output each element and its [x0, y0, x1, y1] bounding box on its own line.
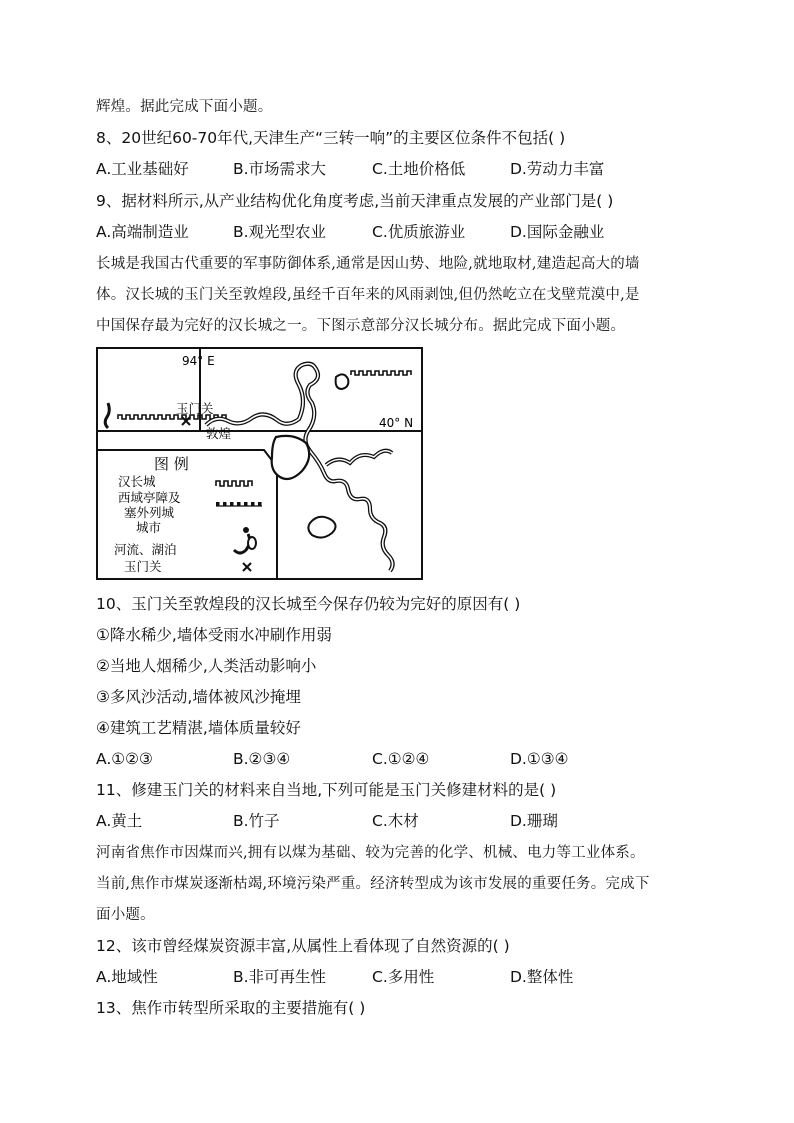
lake-2	[336, 374, 349, 389]
passage-greatwall-line-1: 长城是我国古代重要的军事防御体系,通常是因山势、地险,就地取材,建造起高大的墙	[96, 256, 640, 272]
question-12-stem: 12、该市曾经煤炭资源丰富,从属性上看体现了自然资源的( )	[96, 937, 510, 955]
legend-xiyu-label-2: 塞外列城	[124, 505, 175, 520]
passage-greatwall-line-2: 体。汉长城的玉门关至敦煌段,虽经千百年来的风雨剥蚀,但仍然屹立在戈壁荒漠中,是	[96, 287, 640, 303]
question-9-option-d[interactable]: D.国际金融业	[510, 223, 605, 241]
question-8-option-a[interactable]: A.工业基础好	[96, 160, 189, 178]
passage-intro-tail: 辉煌。据此完成下面小题。	[96, 99, 273, 115]
question-12-option-d[interactable]: D.整体性	[510, 968, 574, 986]
yumenguan-map-label: 玉门关	[176, 401, 214, 416]
question-11-option-a[interactable]: A.黄土	[96, 812, 143, 830]
question-11-stem: 11、修建玉门关的材料来自当地,下列可能是玉门关修建材料的是( )	[96, 781, 557, 799]
legend-city-label: 城市	[136, 520, 162, 535]
question-10-option-b[interactable]: B.②③④	[233, 750, 291, 768]
question-10-stem: 10、玉门关至敦煌段的汉长城至今保存仍较为完好的原因有( )	[96, 595, 521, 613]
dunhuang-map-label: 敦煌	[206, 426, 232, 441]
legend-river-label: 河流、湖泊	[114, 542, 177, 557]
question-12-option-b[interactable]: B.非可再生性	[233, 968, 327, 986]
question-8-option-d[interactable]: D.劳动力丰富	[510, 160, 605, 178]
question-12-option-a[interactable]: A.地域性	[96, 968, 158, 986]
question-10-option-c[interactable]: C.①②④	[372, 750, 430, 768]
passage-jiaozuo-line-2: 当前,焦作市煤炭逐渐枯竭,环境污染严重。经济转型成为该市发展的重要任务。完成下	[96, 876, 650, 892]
question-11-option-b[interactable]: B.竹子	[233, 812, 280, 830]
passage-jiaozuo-line-1: 河南省焦作市因煤而兴,拥有以煤为基础、较为完善的化学、机械、电力等工业体系。	[96, 845, 645, 861]
passage-greatwall-line-3: 中国保存最为完好的汉长城之一。下图示意部分汉长城分布。据此完成下面小题。	[96, 318, 626, 334]
question-13-stem: 13、焦作市转型所采取的主要措施有( )	[96, 999, 366, 1017]
legend-xiyu-label-1: 西域亭障及	[118, 490, 181, 505]
question-10-option-d[interactable]: D.①③④	[510, 750, 569, 768]
longitude-label: 94° E	[182, 354, 215, 368]
question-8-option-c[interactable]: C.土地价格低	[372, 160, 466, 178]
question-11-option-c[interactable]: C.木材	[372, 812, 419, 830]
question-8-option-b[interactable]: B.市场需求大	[233, 160, 327, 178]
question-10-statement-3: ③多风沙活动,墙体被风沙掩埋	[96, 688, 301, 706]
question-9-option-c[interactable]: C.优质旅游业	[372, 223, 466, 241]
legend-yumenguan-label: 玉门关	[124, 559, 162, 574]
great-wall-map	[96, 347, 423, 580]
question-9-stem: 9、据材料所示,从产业结构优化角度考虑,当前天津重点发展的产业部门是( )	[96, 192, 614, 210]
lake-3	[308, 517, 335, 538]
latitude-label: 40° N	[379, 416, 414, 430]
question-9-option-b[interactable]: B.观光型农业	[233, 223, 327, 241]
question-10-statement-4: ④建筑工艺精湛,墙体质量较好	[96, 719, 301, 737]
passage-jiaozuo-line-3: 面小题。	[96, 907, 155, 923]
question-8-stem: 8、20世纪60-70年代,天津生产“三转一响”的主要区位条件不包括( )	[96, 129, 566, 147]
question-12-option-c[interactable]: C.多用性	[372, 968, 435, 986]
legend-title: 图 例	[154, 455, 189, 473]
question-10-option-a[interactable]: A.①②③	[96, 750, 153, 768]
question-10-statement-1: ①降水稀少,墙体受雨水冲刷作用弱	[96, 626, 332, 644]
question-11-option-d[interactable]: D.珊瑚	[510, 812, 558, 830]
legend-city-symbol	[243, 527, 249, 533]
question-10-statement-2: ②当地人烟稀少,人类活动影响小	[96, 657, 317, 675]
legend-han-wall-label: 汉长城	[118, 474, 156, 489]
question-9-option-a[interactable]: A.高端制造业	[96, 223, 189, 241]
